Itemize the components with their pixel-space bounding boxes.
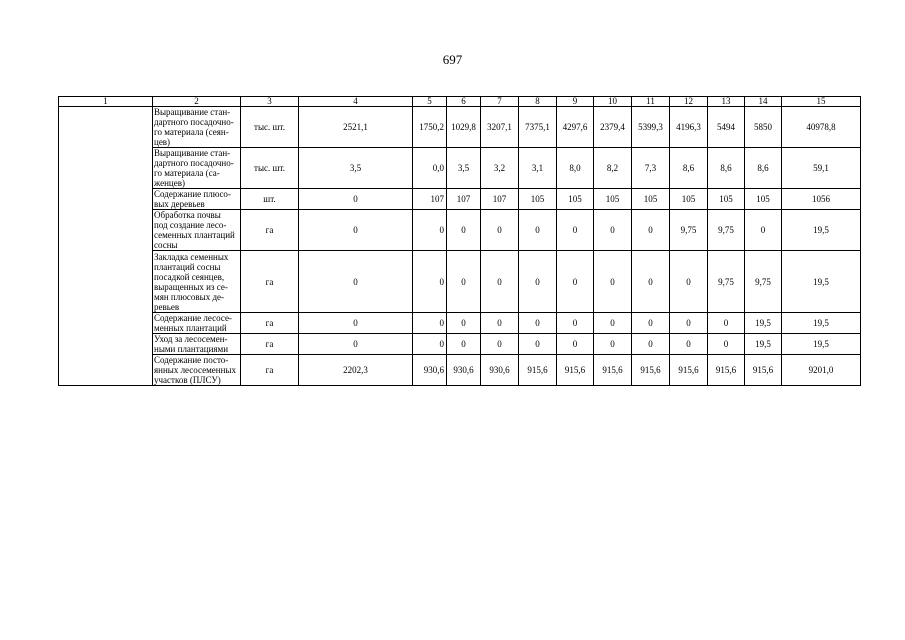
value-cell: 0 <box>413 313 447 334</box>
work-name-cell: Уход за лесосемен- ными плантациями <box>153 334 241 355</box>
value-cell: 0 <box>447 210 481 251</box>
value-cell: 8,6 <box>670 148 708 189</box>
unit-cell: тыс. шт. <box>241 148 299 189</box>
value-cell: 3,5 <box>447 148 481 189</box>
value-cell: 40978,8 <box>782 107 861 148</box>
value-cell: 0 <box>632 313 670 334</box>
value-cell: 105 <box>519 189 557 210</box>
value-cell: 19,5 <box>782 334 861 355</box>
header-cell: 11 <box>632 97 670 107</box>
value-cell: 105 <box>594 189 632 210</box>
value-cell: 0 <box>447 251 481 313</box>
table-row <box>59 210 861 251</box>
value-cell: 19,5 <box>782 210 861 251</box>
value-cell: 19,5 <box>782 251 861 313</box>
value-cell: 4196,3 <box>670 107 708 148</box>
value-cell: 0 <box>481 251 519 313</box>
value-cell: 107 <box>413 189 447 210</box>
value-cell: 8,6 <box>708 148 745 189</box>
work-name-cell: Содержание плюсо- вых деревьев <box>153 189 241 210</box>
value-cell: 19,5 <box>745 313 782 334</box>
header-cell: 9 <box>557 97 594 107</box>
value-cell: 0 <box>594 251 632 313</box>
value-cell: 0 <box>299 313 413 334</box>
work-name-cell: Выращивание стан- дартного посадочно- го материала (са- женцев) <box>153 148 241 189</box>
merged-empty-cell <box>59 107 153 386</box>
value-cell: 0 <box>299 189 413 210</box>
value-cell: 3207,1 <box>481 107 519 148</box>
value-cell: 5850 <box>745 107 782 148</box>
value-cell: 1056 <box>782 189 861 210</box>
header-cell: 10 <box>594 97 632 107</box>
value-cell: 0 <box>594 313 632 334</box>
value-cell: 0 <box>632 334 670 355</box>
value-cell: 0 <box>413 251 447 313</box>
value-cell: 930,6 <box>413 355 447 386</box>
value-cell: 915,6 <box>557 355 594 386</box>
value-cell: 0 <box>447 313 481 334</box>
value-cell: 8,0 <box>557 148 594 189</box>
header-cell: 13 <box>708 97 745 107</box>
value-cell: 8,2 <box>594 148 632 189</box>
value-cell: 0,0 <box>413 148 447 189</box>
value-cell: 0 <box>413 210 447 251</box>
value-cell: 8,6 <box>745 148 782 189</box>
value-cell: 3,1 <box>519 148 557 189</box>
value-cell: 7375,1 <box>519 107 557 148</box>
table-row <box>59 107 861 148</box>
value-cell: 2202,3 <box>299 355 413 386</box>
unit-cell: шт. <box>241 189 299 210</box>
value-cell: 105 <box>670 189 708 210</box>
value-cell: 3,5 <box>299 148 413 189</box>
value-cell: 0 <box>632 251 670 313</box>
value-cell: 9201,0 <box>782 355 861 386</box>
value-cell: 0 <box>299 210 413 251</box>
value-cell: 9,75 <box>670 210 708 251</box>
value-cell: 0 <box>594 210 632 251</box>
header-row <box>59 97 861 107</box>
value-cell: 7,3 <box>632 148 670 189</box>
value-cell: 0 <box>299 334 413 355</box>
work-name-cell: Содержание лесосе- менных плантаций <box>153 313 241 334</box>
value-cell: 0 <box>481 313 519 334</box>
value-cell: 59,1 <box>782 148 861 189</box>
value-cell: 0 <box>557 210 594 251</box>
header-cell: 8 <box>519 97 557 107</box>
value-cell: 915,6 <box>594 355 632 386</box>
value-cell: 9,75 <box>745 251 782 313</box>
page-number: 697 <box>442 52 463 67</box>
value-cell: 0 <box>299 251 413 313</box>
value-cell: 0 <box>708 313 745 334</box>
work-name-cell: Выращивание стан- дартного посадочно- го материала (сеян- цев) <box>153 107 241 148</box>
value-cell: 0 <box>745 210 782 251</box>
value-cell: 105 <box>708 189 745 210</box>
value-cell: 1750,2 <box>413 107 447 148</box>
value-cell: 0 <box>557 251 594 313</box>
value-cell: 9,75 <box>708 210 745 251</box>
unit-cell: га <box>241 313 299 334</box>
value-cell: 930,6 <box>481 355 519 386</box>
value-cell: 0 <box>708 334 745 355</box>
work-name-cell: Содержание посто- янных лесосеменных участков (ПЛСУ) <box>153 355 241 386</box>
header-cell: 15 <box>782 97 861 107</box>
header-cell: 1 <box>59 97 153 107</box>
value-cell: 0 <box>594 334 632 355</box>
table-row <box>59 189 861 210</box>
value-cell: 0 <box>670 313 708 334</box>
value-cell: 915,6 <box>632 355 670 386</box>
table-row <box>59 334 861 355</box>
header-cell: 14 <box>745 97 782 107</box>
value-cell: 0 <box>481 334 519 355</box>
value-cell: 0 <box>519 251 557 313</box>
value-cell: 19,5 <box>745 334 782 355</box>
work-name-cell: Закладка семенных плантаций сосны посадкой сеянцев, выращенных из се- мян плюсовых де- ревьев <box>153 251 241 313</box>
value-cell: 0 <box>670 251 708 313</box>
value-cell: 915,6 <box>745 355 782 386</box>
value-cell: 0 <box>413 334 447 355</box>
value-cell: 0 <box>519 210 557 251</box>
value-cell: 2379,4 <box>594 107 632 148</box>
unit-cell: га <box>241 355 299 386</box>
value-cell: 105 <box>557 189 594 210</box>
value-cell: 930,6 <box>447 355 481 386</box>
value-cell: 0 <box>557 334 594 355</box>
header-cell: 6 <box>447 97 481 107</box>
header-cell: 4 <box>299 97 413 107</box>
header-cell: 12 <box>670 97 708 107</box>
value-cell: 9,75 <box>708 251 745 313</box>
value-cell: 2521,1 <box>299 107 413 148</box>
value-cell: 915,6 <box>670 355 708 386</box>
table-row <box>59 148 861 189</box>
value-cell: 5494 <box>708 107 745 148</box>
header-cell: 2 <box>153 97 241 107</box>
value-cell: 1029,8 <box>447 107 481 148</box>
table-row <box>59 313 861 334</box>
value-cell: 107 <box>447 189 481 210</box>
value-cell: 5399,3 <box>632 107 670 148</box>
value-cell: 3,2 <box>481 148 519 189</box>
work-name-cell: Обработка почвы под создание лесо- семенных плантаций сосны <box>153 210 241 251</box>
unit-cell: тыс. шт. <box>241 107 299 148</box>
header-cell: 3 <box>241 97 299 107</box>
unit-cell: га <box>241 251 299 313</box>
header-cell: 5 <box>413 97 447 107</box>
data-table <box>58 96 861 386</box>
value-cell: 0 <box>481 210 519 251</box>
value-cell: 107 <box>481 189 519 210</box>
value-cell: 4297,6 <box>557 107 594 148</box>
value-cell: 0 <box>557 313 594 334</box>
value-cell: 0 <box>447 334 481 355</box>
value-cell: 0 <box>519 313 557 334</box>
value-cell: 0 <box>632 210 670 251</box>
unit-cell: га <box>241 210 299 251</box>
unit-cell: га <box>241 334 299 355</box>
table-row <box>59 251 861 313</box>
table-row <box>59 355 861 386</box>
value-cell: 19,5 <box>782 313 861 334</box>
value-cell: 915,6 <box>519 355 557 386</box>
header-cell: 7 <box>481 97 519 107</box>
value-cell: 0 <box>670 334 708 355</box>
value-cell: 105 <box>632 189 670 210</box>
value-cell: 105 <box>745 189 782 210</box>
value-cell: 0 <box>519 334 557 355</box>
value-cell: 915,6 <box>708 355 745 386</box>
